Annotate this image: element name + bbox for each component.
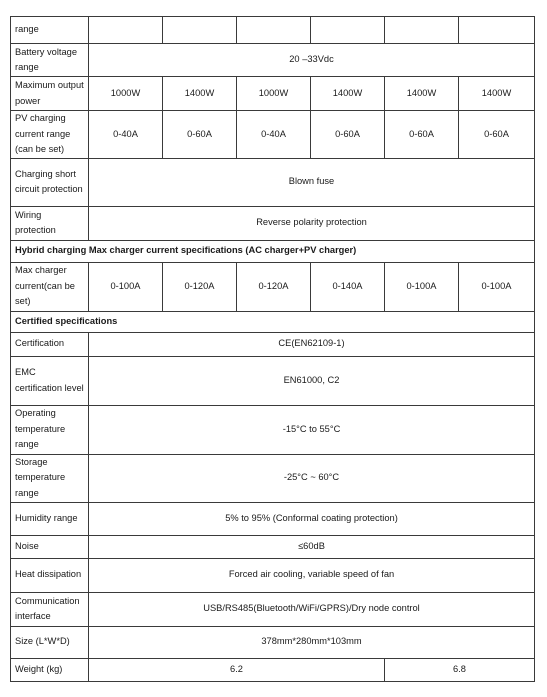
humidity-range-value: 5% to 95% (Conformal coating protection) bbox=[89, 502, 535, 535]
table-row bbox=[11, 206, 535, 240]
row-label-pv-charging-current-range: PV charging current range (can be set) bbox=[11, 111, 89, 159]
row-label-humidity-range: Humidity range bbox=[11, 502, 89, 535]
table-cell bbox=[163, 17, 237, 44]
row-label-size: Size (L*W*D) bbox=[11, 626, 89, 658]
section-header-row bbox=[11, 311, 535, 332]
table-row bbox=[11, 111, 535, 159]
table-row bbox=[11, 158, 535, 206]
row-label-charging-short-circuit-protection: Charging short circuit protection bbox=[11, 158, 89, 206]
weight-value-cell: 6.2 bbox=[89, 658, 385, 681]
emc-certification-level-value: EN61000, C2 bbox=[89, 356, 535, 405]
pv-charging-current-cell: 0-60A bbox=[459, 111, 535, 159]
table-cell bbox=[237, 17, 311, 44]
row-label-max-charger-current: Max charger current(can be set) bbox=[11, 262, 89, 311]
wiring-protection-value: Reverse polarity protection bbox=[89, 206, 535, 240]
max-charger-current-cell: 0-140A bbox=[311, 262, 385, 311]
table-row bbox=[11, 77, 535, 111]
table-row bbox=[11, 658, 535, 681]
max-charger-current-cell: 0-100A bbox=[385, 262, 459, 311]
row-label-range: range bbox=[11, 17, 89, 44]
row-label-storage-temperature-range: Storage temperature range bbox=[11, 454, 89, 502]
row-label-certification: Certification bbox=[11, 332, 89, 356]
max-output-power-cell: 1000W bbox=[237, 77, 311, 111]
row-label-operating-temperature-range: Operating temperature range bbox=[11, 405, 89, 454]
table-row bbox=[11, 626, 535, 658]
table-row bbox=[11, 535, 535, 558]
pv-charging-current-cell: 0-40A bbox=[89, 111, 163, 159]
max-output-power-cell: 1000W bbox=[89, 77, 163, 111]
row-label-wiring-protection: Wiring protection bbox=[11, 206, 89, 240]
certified-specifications-section-title: Certified specifications bbox=[11, 311, 535, 332]
battery-voltage-range-value: 20 –33Vdc bbox=[89, 44, 535, 77]
heat-dissipation-value: Forced air cooling, variable speed of fan bbox=[89, 558, 535, 592]
max-output-power-cell: 1400W bbox=[385, 77, 459, 111]
max-output-power-cell: 1400W bbox=[311, 77, 385, 111]
table-cell bbox=[385, 17, 459, 44]
pv-charging-current-cell: 0-60A bbox=[311, 111, 385, 159]
table-cell bbox=[89, 17, 163, 44]
section-header-row bbox=[11, 240, 535, 262]
hybrid-charging-section-title: Hybrid charging Max charger current specifications (AC charger+PV charger) bbox=[11, 240, 535, 262]
max-output-power-cell: 1400W bbox=[163, 77, 237, 111]
operating-temperature-range-value: -15°C to 55°C bbox=[89, 405, 535, 454]
weight-value-cell: 6.8 bbox=[385, 658, 535, 681]
communication-interface-value: USB/RS485(Bluetooth/WiFi/GPRS)/Dry node control bbox=[89, 592, 535, 626]
row-label-communication-interface: Communication interface bbox=[11, 592, 89, 626]
table-row bbox=[11, 592, 535, 626]
charging-short-circuit-protection-value: Blown fuse bbox=[89, 158, 535, 206]
table-row bbox=[11, 262, 535, 311]
row-label-max-output-power: Maximum output power bbox=[11, 77, 89, 111]
specifications-table bbox=[10, 16, 535, 682]
max-charger-current-cell: 0-120A bbox=[163, 262, 237, 311]
table-row bbox=[11, 558, 535, 592]
table-row bbox=[11, 405, 535, 454]
max-output-power-cell: 1400W bbox=[459, 77, 535, 111]
table-row bbox=[11, 17, 535, 44]
table-row bbox=[11, 44, 535, 77]
max-charger-current-cell: 0-120A bbox=[237, 262, 311, 311]
max-charger-current-cell: 0-100A bbox=[89, 262, 163, 311]
row-label-weight: Weight (kg) bbox=[11, 658, 89, 681]
row-label-noise: Noise bbox=[11, 535, 89, 558]
row-label-battery-voltage-range: Battery voltage range bbox=[11, 44, 89, 77]
size-value: 378mm*280mm*103mm bbox=[89, 626, 535, 658]
certification-value: CE(EN62109-1) bbox=[89, 332, 535, 356]
table-row bbox=[11, 332, 535, 356]
noise-value: ≤60dB bbox=[89, 535, 535, 558]
table-cell bbox=[459, 17, 535, 44]
pv-charging-current-cell: 0-40A bbox=[237, 111, 311, 159]
max-charger-current-cell: 0-100A bbox=[459, 262, 535, 311]
pv-charging-current-cell: 0-60A bbox=[385, 111, 459, 159]
table-row bbox=[11, 356, 535, 405]
table-row bbox=[11, 502, 535, 535]
table-cell bbox=[311, 17, 385, 44]
pv-charging-current-cell: 0-60A bbox=[163, 111, 237, 159]
storage-temperature-range-value: -25°C ~ 60°C bbox=[89, 454, 535, 502]
row-label-heat-dissipation: Heat dissipation bbox=[11, 558, 89, 592]
table-row bbox=[11, 454, 535, 502]
row-label-emc-certification-level: EMC certification level bbox=[11, 356, 89, 405]
